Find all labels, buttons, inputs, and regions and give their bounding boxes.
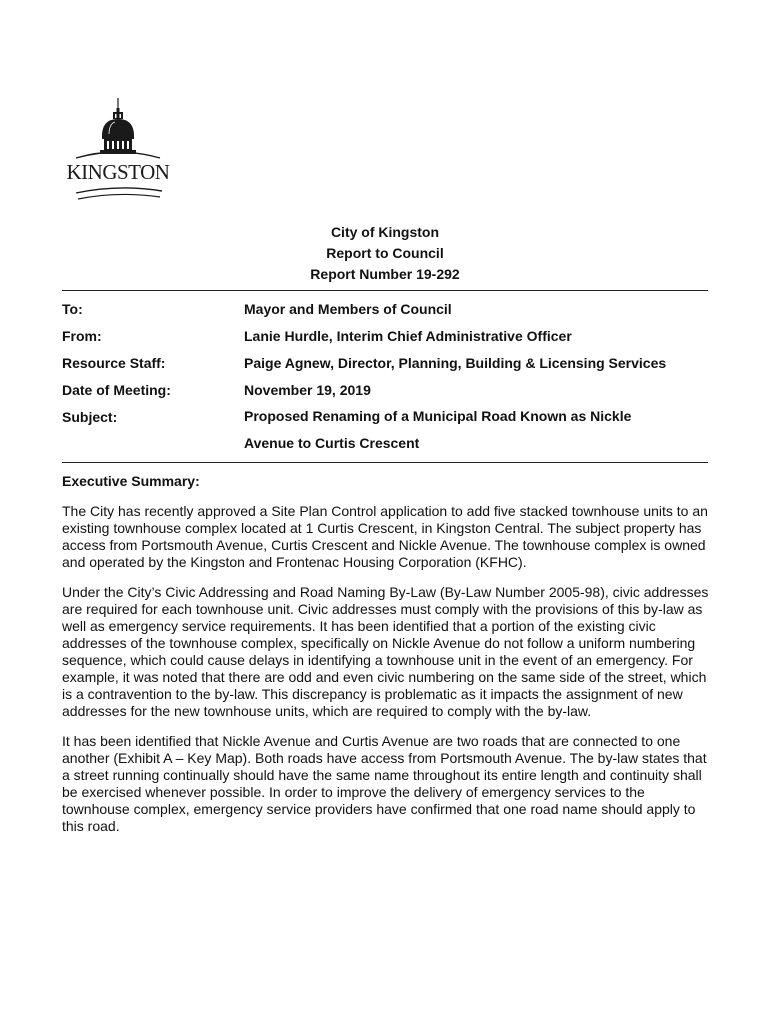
to-label: To: [62,301,83,317]
date-label: Date of Meeting: [62,382,171,398]
meta-row-staff [62,353,708,373]
summary-heading: Executive Summary: [62,473,200,489]
report-title-block [0,222,770,285]
to-value: Mayor and Members of Council [244,301,452,317]
report-meta [62,299,708,464]
summary-paragraph-2: Under the City’s Civic Addressing and Road Naming By-Law (By-Law Number 2005-98), civic addresses are required for each townhouse unit. Civic addresses must comply with the provisions of this by-law as well as emergency service requirements. It has been identified that a portion of the existing civic addresses of the townhouse complex, specifically on Nickle Avenue do not follow a uniform numbering sequence, which could cause delays in identifying a townhouse unit in the event of an emergency. For example, it was noted that there are odd and even civic numbering on the same side of the street, which is a contravention to the by-law. This discrepancy is problematic as it impacts the assignment of new addresses for the new townhouse units, which are required to comply with the by-law. [62,584,709,719]
kingston-logo [62,96,174,208]
header-divider-bottom [62,462,708,463]
meta-row-date [62,380,708,400]
city-hall-dome-icon [62,96,174,162]
staff-value: Paige Agnew, Director, Planning, Building & Licensing Services [244,355,667,371]
report-number: Report Number 19-292 [310,266,460,282]
report-city: City of Kingston [330,224,440,240]
header-divider-top [62,290,708,291]
summary-paragraph-3: It has been identified that Nickle Avenue and Curtis Avenue are two roads that are connected to one another (Exhibit A – Key Map). Both roads have access from Portsmouth Avenue. The by-law states that a street running continually should have the same name throughout its entire length and continuity shall be exercised whenever possible. In order to improve the delivery of emergency services to the townhouse complex, emergency service providers have confirmed that one road name should apply to this road. [62,733,707,834]
staff-label: Resource Staff: [62,355,166,371]
from-label: From: [62,328,102,344]
from-value: Lanie Hurdle, Interim Chief Administrative Officer [244,328,572,344]
subject-label: Subject: [62,409,118,425]
date-value: November 19, 2019 [244,382,371,398]
logo-wordmark: KINGSTON [66,160,170,184]
subject-value: Proposed Renaming of a Municipal Road Known as Nickle Avenue to Curtis Crescent [244,408,632,451]
report-type: Report to Council [326,245,444,261]
summary-paragraph-1: The City has recently approved a Site Plan Control application to add five stacked townhouse units to an existing townhouse complex located at 1 Curtis Crescent, in Kingston Central. The subject property has access from Portsmouth Avenue, Curtis Crescent and Nickle Avenue. The townhouse complex is owned and operated by the Kingston and Frontenac Housing Corporation (KFHC). [62,503,708,570]
executive-summary [62,471,712,848]
meta-row-from [62,326,708,346]
meta-row-to [62,299,708,319]
meta-row-subject [62,407,708,457]
